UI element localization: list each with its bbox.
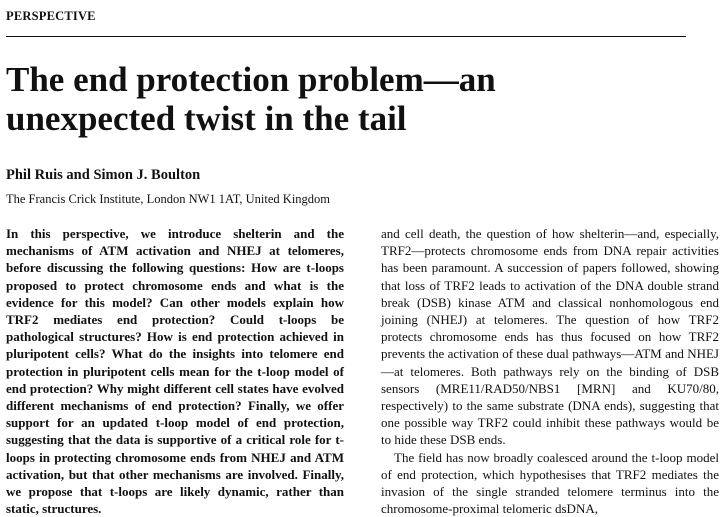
article-title-line-1: The end protection problem—an (6, 60, 496, 99)
body-column (381, 225, 719, 517)
body-paragraph-1: and cell death, the question of how shelterin—and, especially, TRF2—protects chromosome ends from DNA repair activities has been paramount. A succession of papers followed, showing that loss of TRF2 leads to activation of the DNA double strand break (DSB) kinase ATM and classical nonhomologous end joining (NHEJ) at telomeres. The question of how TRF2 protects chromosome ends has thus focused on how TRF2 prevents the activation of these dual pathways—ATM and NHEJ—at telomeres. Both pathways rely on the binding of DSB sensors (MRE11/RAD50/NBS1 [MRN] and KU70/80, respectively) to the same substrate (DNA ends), suggesting that one possible way TRF2 could inhibit these pathways would be to hide these DSB ends. (381, 226, 719, 448)
section-label: PERSPECTIVE (6, 9, 96, 23)
article-title-line-2: unexpected twist in the tail (6, 99, 407, 138)
author-list: Phil Ruis and Simon J. Boulton (6, 167, 201, 183)
article-title (6, 60, 706, 138)
abstract-text: In this perspective, we introduce shelterin and the mechanisms of ATM activation and NHEJ at telomeres, before discussing the following questions: How are t-loops proposed to protect chromosome ends and what is the evidence for this model? Can other models explain how TRF2 mediates end protection? Could t-loops be pathological structures? How is end protection achieved in pluripotent cells? What do the insights into telomere end protection in pluripotent cells mean for the t-loop model of end protection? Why might different cell states have evolved different mechanisms of end protection? Finally, we offer support for an updated t-loop model of end protection, suggesting that the data is supportive of a critical role for t-loops in protecting chromosome ends from NHEJ and ATM activation, but that other mechanisms are involved. Finally, we propose that t-loops are likely dynamic, rather than static, structures. (6, 226, 344, 517)
header-rule (6, 36, 686, 37)
author-affiliation: The Francis Crick Institute, London NW1 1AT, United Kingdom (6, 192, 331, 206)
body-paragraph-2: The field has now broadly coalesced around the t-loop model of end protection, which hypothesises that TRF2 mediates the invasion of the single stranded telomere terminus into the chromosome-proximal telomeric dsDNA, (381, 449, 719, 517)
